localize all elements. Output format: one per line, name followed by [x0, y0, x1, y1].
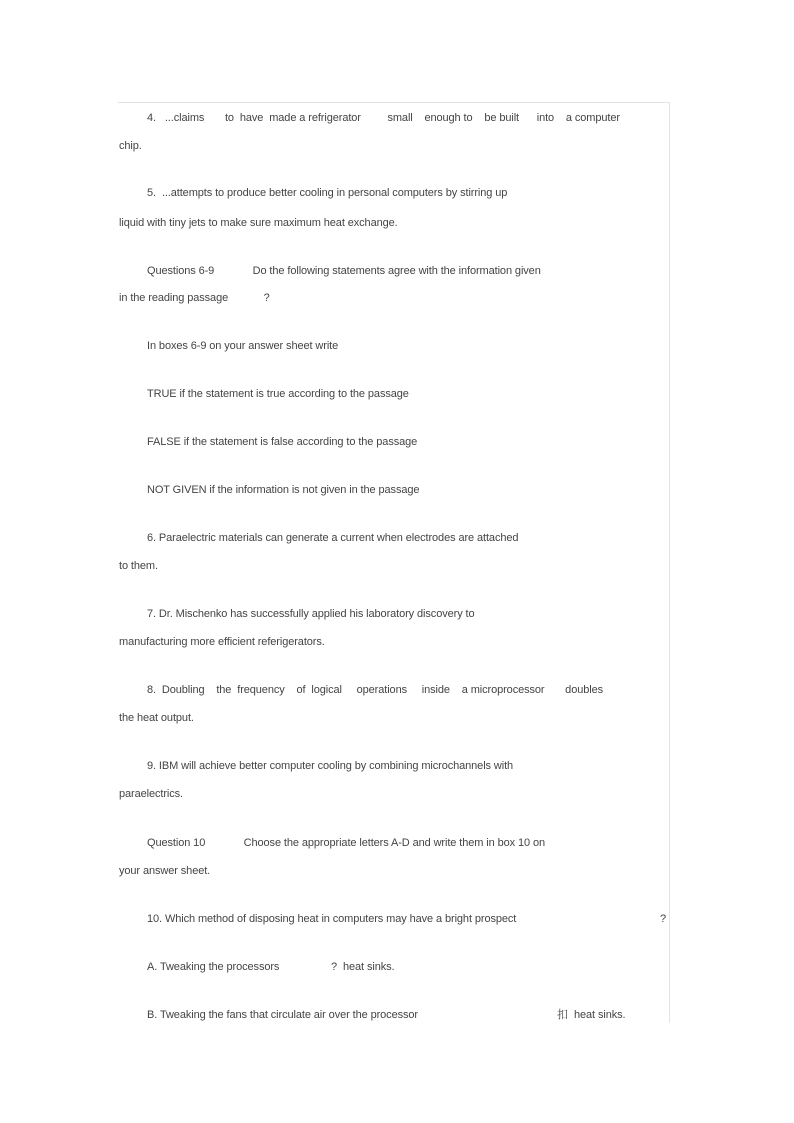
q8-line-2: the heat output.	[119, 712, 194, 724]
q4-line-2: chip.	[119, 140, 142, 152]
option-a-symbol: ?	[331, 961, 338, 973]
q5-line-1: 5. ...attempts to produce better cooling in personal computers by stirring up	[147, 187, 508, 199]
q8-line-1: 8. Doubling the frequency of logical operations inside a microprocessor doubles	[147, 684, 604, 696]
questions-6-9-heading-cont: in the reading passage ?	[119, 292, 270, 304]
option-a-tail: heat sinks.	[343, 961, 395, 973]
option-true: TRUE if the statement is true according to the passage	[147, 388, 409, 400]
q7-line-1: 7. Dr. Mischenko has successfully applied his laboratory discovery to	[147, 608, 475, 620]
q6-line-2: to them.	[119, 560, 158, 572]
q5-line-2: liquid with tiny jets to make sure maximum heat exchange.	[119, 217, 398, 229]
content-frame	[118, 102, 670, 1023]
option-b-symbol: 扣	[557, 1009, 568, 1021]
option-a-text: A. Tweaking the processors	[147, 961, 280, 973]
question-10-heading-cont: your answer sheet.	[119, 865, 211, 877]
q9-line-1: 9. IBM will achieve better computer cooling by combining microchannels with	[147, 760, 514, 772]
option-false: FALSE if the statement is false according to the passage	[147, 436, 418, 448]
option-b-text: B. Tweaking the fans that circulate air over the processor	[147, 1009, 418, 1021]
option-not-given: NOT GIVEN if the information is not given in the passage	[147, 484, 420, 496]
questions-6-9-heading: Questions 6-9 Do the following statements agree with the information given	[147, 265, 541, 277]
q9-line-2: paraelectrics.	[119, 788, 184, 800]
q7-line-2: manufacturing more efficient referigerators.	[119, 636, 325, 648]
instruction-line: In boxes 6-9 on your answer sheet write	[147, 340, 339, 352]
option-b-tail: heat sinks.	[574, 1009, 626, 1021]
question-10-heading: Question 10 Choose the appropriate letters A-D and write them in box 10 on	[147, 837, 546, 849]
q6-line-1: 6. Paraelectric materials can generate a current when electrodes are attached	[147, 532, 519, 544]
q4-line-1: 4. ...claims to have made a refrigerator small enough to be built into a computer	[147, 112, 620, 124]
q10-question-mark: ?	[660, 913, 667, 925]
q10-text: 10. Which method of disposing heat in computers may have a bright prospect	[147, 913, 517, 925]
